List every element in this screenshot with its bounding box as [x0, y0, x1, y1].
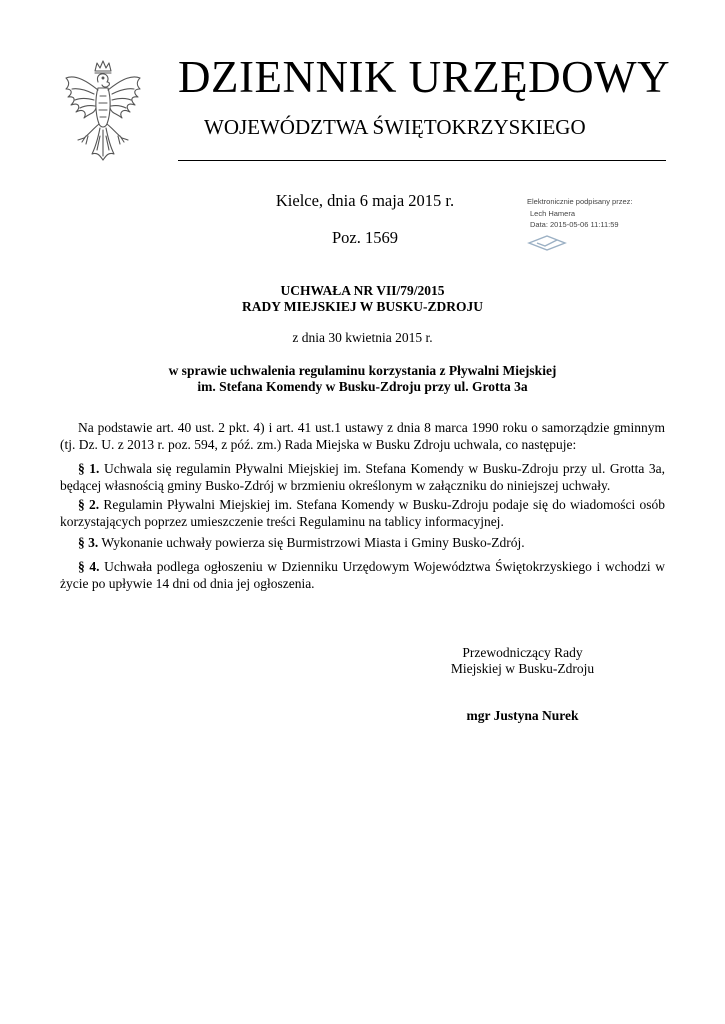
- section-mark: § 1.: [78, 461, 100, 476]
- section-paragraph-4: [60, 559, 665, 592]
- electronic-signature-stamp: [527, 196, 677, 231]
- section-paragraph-2: [60, 497, 665, 530]
- section-text: Uchwala się regulamin Pływalni Miejskiej im. Stefana Komendy w Busku-Zdroju przy ul. Grotta 3a, będącej własnością gminy Busko-Zdrój w brzmieniu określonym w załączniku do niniejszej uchwały.: [60, 461, 666, 493]
- masthead-subtitle: WOJEWÓDZTWA ŚWIĘTOKRZYSKIEGO: [204, 115, 586, 139]
- esign-signer: Lech Hamera: [530, 208, 576, 218]
- section-text: Uchwała podlega ogłoszeniu w Dzienniku Urzędowym Województwa Świętokrzyskiego i wchodzi w życie po upływie 14 dni od dnia jej ogłoszenia.: [60, 559, 665, 591]
- masthead-title: DZIENNIK URZĘDOWY: [178, 52, 671, 102]
- resolution-number: UCHWAŁA NR VII/79/2015: [280, 283, 445, 298]
- eagle-emblem-icon: [62, 58, 144, 162]
- section-mark: § 3.: [78, 535, 99, 550]
- esign-label: Elektronicznie podpisany przez:: [527, 197, 633, 206]
- section-mark: § 4.: [78, 559, 100, 574]
- resolution-subject-line-1: w sprawie uchwalenia regulaminu korzystania z Pływalni Miejskiej: [168, 363, 557, 378]
- signatory-name: mgr Justyna Nurek: [466, 708, 579, 723]
- resolution-issuer: RADY MIEJSKIEJ W BUSKU-ZDROJU: [242, 299, 483, 314]
- place-date: Kielce, dnia 6 maja 2015 r.: [275, 191, 455, 210]
- signatory-title-line-1: Przewodniczący Rady: [462, 645, 583, 660]
- section-mark: § 2.: [78, 497, 100, 512]
- signature-check-icon: [527, 234, 567, 252]
- position-number: Poz. 1569: [332, 228, 398, 247]
- section-text: Wykonanie uchwały powierza się Burmistrzowi Miasta i Gminy Busko-Zdrój.: [98, 535, 525, 550]
- esign-date: Data: 2015-05-06 11:11:59: [530, 220, 619, 229]
- signatory-title-line-2: Miejskiej w Busku-Zdroju: [450, 661, 595, 676]
- masthead-divider: [178, 160, 666, 161]
- section-paragraph-1: [60, 461, 665, 494]
- preamble-paragraph: Na podstawie art. 40 ust. 2 pkt. 4) i art. 41 ust.1 ustawy z dnia 8 marca 1990 roku o samorządzie gminnym (tj. Dz. U. z 2013 r. poz. 594, z póź. zm.) Rada Miejska w Busku Zdroju uchwala, co następuje:: [60, 420, 665, 452]
- resolution-date: z dnia 30 kwietnia 2015 r.: [292, 330, 433, 345]
- resolution-subject-line-2: im. Stefana Komendy w Busku-Zdroju przy ul. Grotta 3a: [197, 379, 528, 394]
- section-text: Regulamin Pływalni Miejskiej im. Stefana Komendy w Busku-Zdroju podaje się do wiadomości osób korzystających poprzez umieszczenie treści Regulaminu na tablicy informacyjnej.: [60, 497, 666, 529]
- section-paragraph-3: [60, 535, 665, 552]
